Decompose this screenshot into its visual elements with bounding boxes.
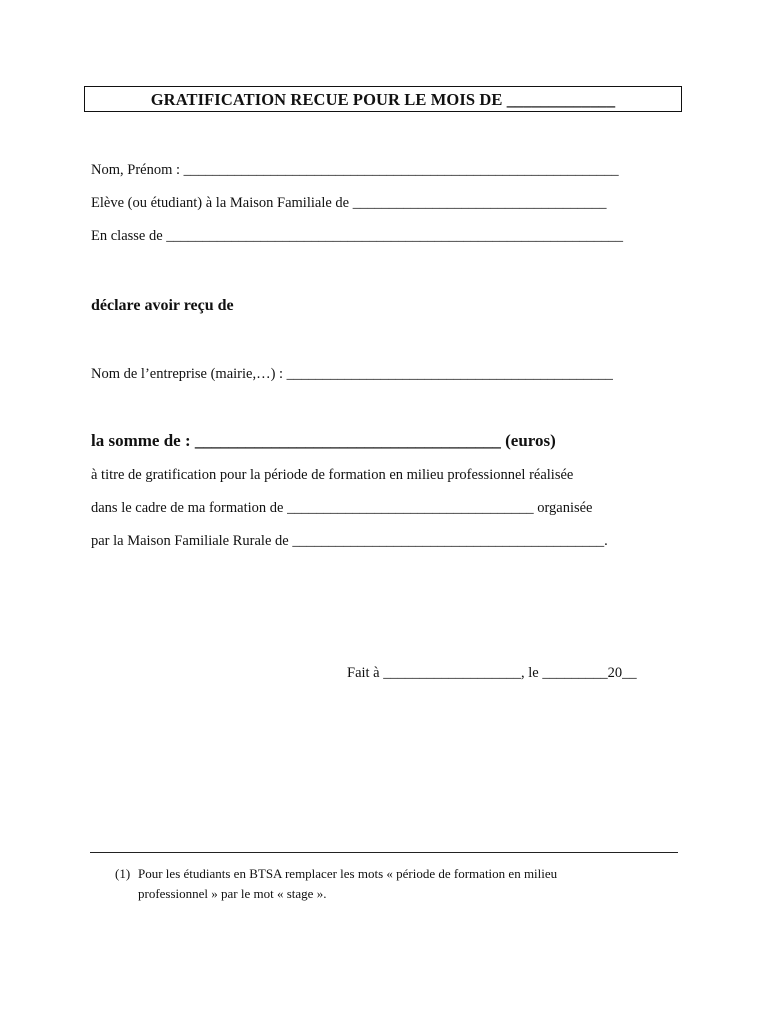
footnote-number: (1) bbox=[115, 866, 131, 881]
body-line-3: par la Maison Familiale Rurale de ___________________________________________. bbox=[91, 533, 608, 549]
nom-prenom-field: Nom, Prénom : ____________________________________________________________ bbox=[91, 162, 619, 178]
entreprise-field: Nom de l’entreprise (mairie,…) : _____________________________________________ bbox=[91, 366, 613, 382]
page-title: GRATIFICATION RECUE POUR LE MOIS DE _____________ bbox=[150, 90, 616, 109]
body-line-1: à titre de gratification pour la période de formation en milieu professionnel réalisée bbox=[91, 467, 574, 483]
body-line-2: dans le cadre de ma formation de __________________________________ organisée bbox=[91, 500, 593, 516]
title-box bbox=[84, 86, 682, 112]
footnote-line-2: professionnel » par le mot « stage ». bbox=[138, 886, 327, 901]
footnote-line-1: Pour les étudiants en BTSA remplacer les mots « période de formation en milieu bbox=[138, 866, 558, 881]
footnote-divider bbox=[90, 852, 678, 853]
classe-field: En classe de _______________________________________________________________ bbox=[91, 228, 624, 244]
somme-field: la somme de : ____________________________________ (euros) bbox=[91, 431, 556, 450]
fait-a-field: Fait à ___________________, le _________20__ bbox=[347, 665, 637, 681]
eleve-field: Elève (ou étudiant) à la Maison Familiale de ___________________________________ bbox=[91, 195, 607, 211]
declare-heading: déclare avoir reçu de bbox=[91, 297, 234, 314]
